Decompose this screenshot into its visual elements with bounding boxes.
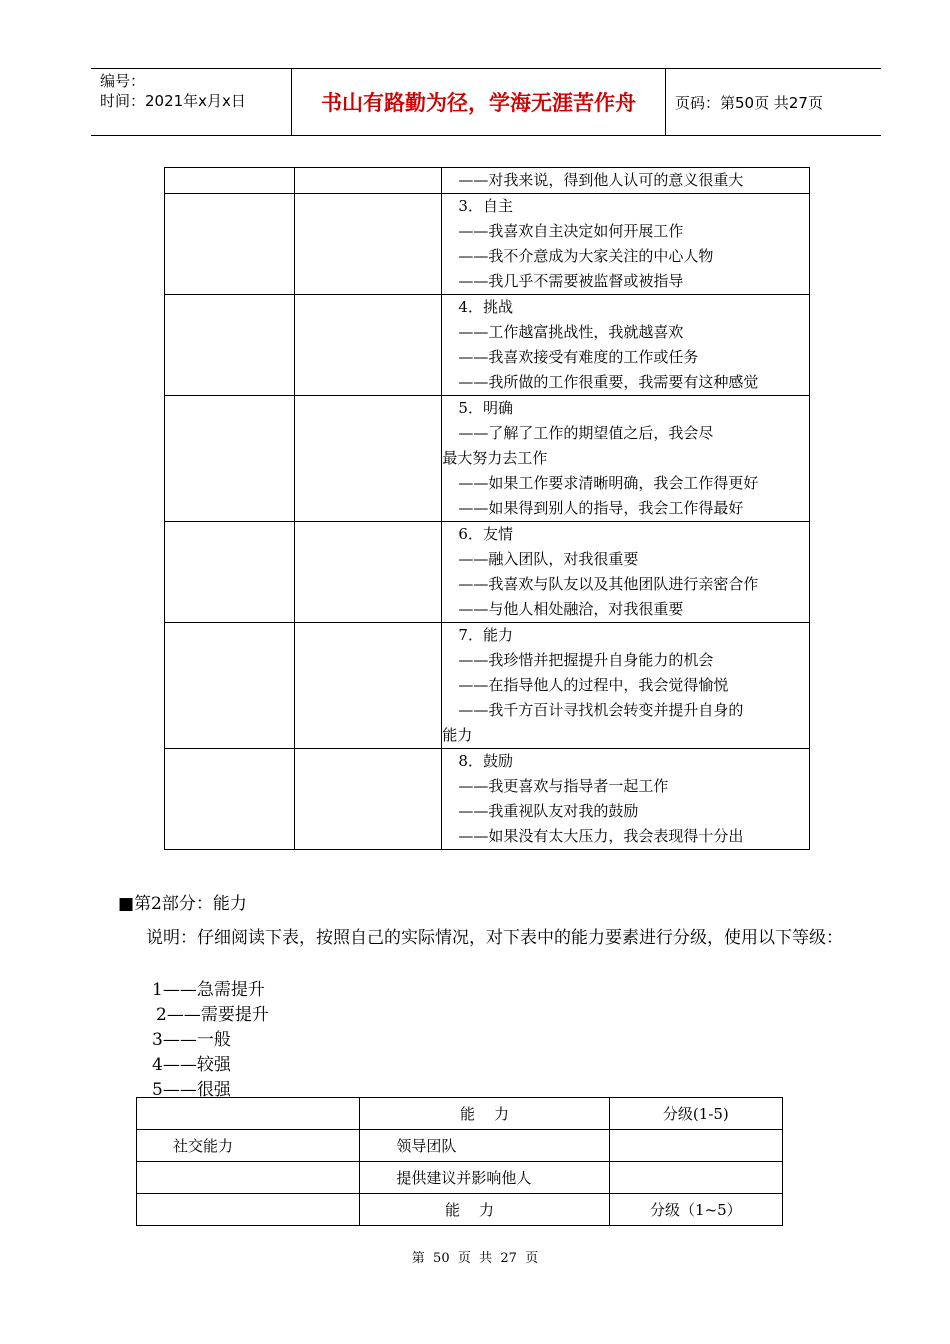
item-line: ——我珍惜并把握提升自身能力的机会 [458, 651, 714, 669]
item-line: ——在指导他人的过程中，我会觉得愉悦 [458, 676, 729, 694]
level-item: 1——急需提升 [152, 980, 265, 1000]
table-cell [442, 168, 810, 194]
item-line: ——与他人相处融洽，对我很重要 [458, 600, 684, 618]
level-item: 3——一般 [152, 1030, 231, 1050]
item-line: ——我喜欢接受有难度的工作或任务 [458, 348, 699, 366]
table-row [137, 1162, 783, 1194]
item-heading: 3．自主 [458, 197, 513, 215]
table-cell [165, 295, 295, 396]
column-header-ability: 能 力 [360, 1194, 609, 1226]
item-heading: 7．能力 [458, 626, 513, 644]
table-row [165, 522, 810, 623]
header-motto: 书山有路勤为径，学海无涯苦作舟 [292, 69, 666, 135]
item-line: ——我不介意成为大家关注的中心人物 [458, 247, 714, 265]
item-line: ——我喜欢与队友以及其他团队进行亲密合作 [458, 575, 759, 593]
item-heading: 8．鼓励 [458, 752, 513, 770]
table-cell [165, 623, 295, 749]
column-header-grade: 分级（1~5） [609, 1194, 782, 1226]
table-cell [295, 522, 442, 623]
item-heading: 6．友情 [458, 525, 513, 543]
table-row [165, 623, 810, 749]
page-footer: 第 50 页 共 27 页 [411, 1251, 539, 1266]
item-line: ——我喜欢自主决定如何开展工作 [458, 222, 684, 240]
table-cell [295, 168, 442, 194]
section-description: 说明：仔细阅读下表，按照自己的实际情况，对下表中的能力要素进行分级，使用以下等级： [146, 928, 843, 948]
time-label: 时间：2021年x月x日 [100, 92, 246, 110]
table-row [165, 749, 810, 850]
table-header-row [137, 1194, 783, 1226]
header-page-label: 页码：第50页 共27页 [675, 93, 823, 112]
item-line: ——我更喜欢与指导者一起工作 [458, 777, 669, 795]
motivation-table [164, 167, 810, 850]
table-cell [442, 623, 810, 749]
item-line: ——对我来说，得到他人认可的意义很重大 [458, 171, 744, 189]
item-heading: 5．明确 [458, 399, 513, 417]
table-row [165, 194, 810, 295]
level-item: 5——很强 [152, 1080, 231, 1100]
item-line-wrapped: ——我千方百计寻找机会转变并提升自身的 能力 [442, 701, 744, 744]
table-cell [295, 623, 442, 749]
ability-cell: 领导团队 [360, 1130, 609, 1162]
table-cell [442, 749, 810, 850]
table-cell [442, 194, 810, 295]
table-cell [295, 295, 442, 396]
table-cell [442, 396, 810, 522]
table-row [165, 168, 810, 194]
item-line: ——如果工作要求清晰明确，我会工作得更好 [458, 474, 759, 492]
code-label: 编号： [100, 72, 146, 90]
table-cell [165, 396, 295, 522]
page-header [91, 68, 881, 136]
table-cell [165, 749, 295, 850]
table-cell [295, 396, 442, 522]
table-cell [295, 194, 442, 295]
table-row [165, 295, 810, 396]
table-cell [137, 1098, 360, 1130]
category-cell: 社交能力 [137, 1130, 360, 1162]
section-title: ■第2部分：能力 [118, 894, 247, 914]
item-line: ——融入团队，对我很重要 [458, 550, 639, 568]
header-meta [91, 69, 292, 135]
table-cell [295, 749, 442, 850]
grade-cell[interactable] [609, 1162, 782, 1194]
item-line: ——我几乎不需要被监督或被指导 [458, 272, 684, 290]
item-line: ——如果得到别人的指导，我会工作得最好 [458, 499, 744, 517]
table-cell [165, 194, 295, 295]
table-cell [137, 1194, 360, 1226]
table-header-row [137, 1098, 783, 1130]
level-item: 4——较强 [152, 1055, 231, 1075]
item-line: ——如果没有太大压力，我会表现得十分出 [458, 827, 744, 845]
table-row [137, 1130, 783, 1162]
table-cell [165, 168, 295, 194]
column-header-ability: 能 力 [360, 1098, 609, 1130]
item-heading: 4．挑战 [458, 298, 513, 316]
table-cell [442, 522, 810, 623]
item-line: ——我所做的工作很重要，我需要有这种感觉 [458, 373, 759, 391]
item-line-wrapped: ——了解了工作的期望值之后，我会尽 最大努力去工作 [442, 424, 714, 467]
grade-cell[interactable] [609, 1130, 782, 1162]
table-row [165, 396, 810, 522]
category-cell [137, 1162, 360, 1194]
level-item: 2——需要提升 [156, 1005, 269, 1025]
ability-table [136, 1097, 783, 1226]
item-line: ——我重视队友对我的鼓励 [458, 802, 639, 820]
column-header-grade: 分级(1-5) [609, 1098, 782, 1130]
table-cell [165, 522, 295, 623]
item-line: ——工作越富挑战性，我就越喜欢 [458, 323, 684, 341]
ability-cell: 提供建议并影响他人 [360, 1162, 609, 1194]
table-cell [442, 295, 810, 396]
